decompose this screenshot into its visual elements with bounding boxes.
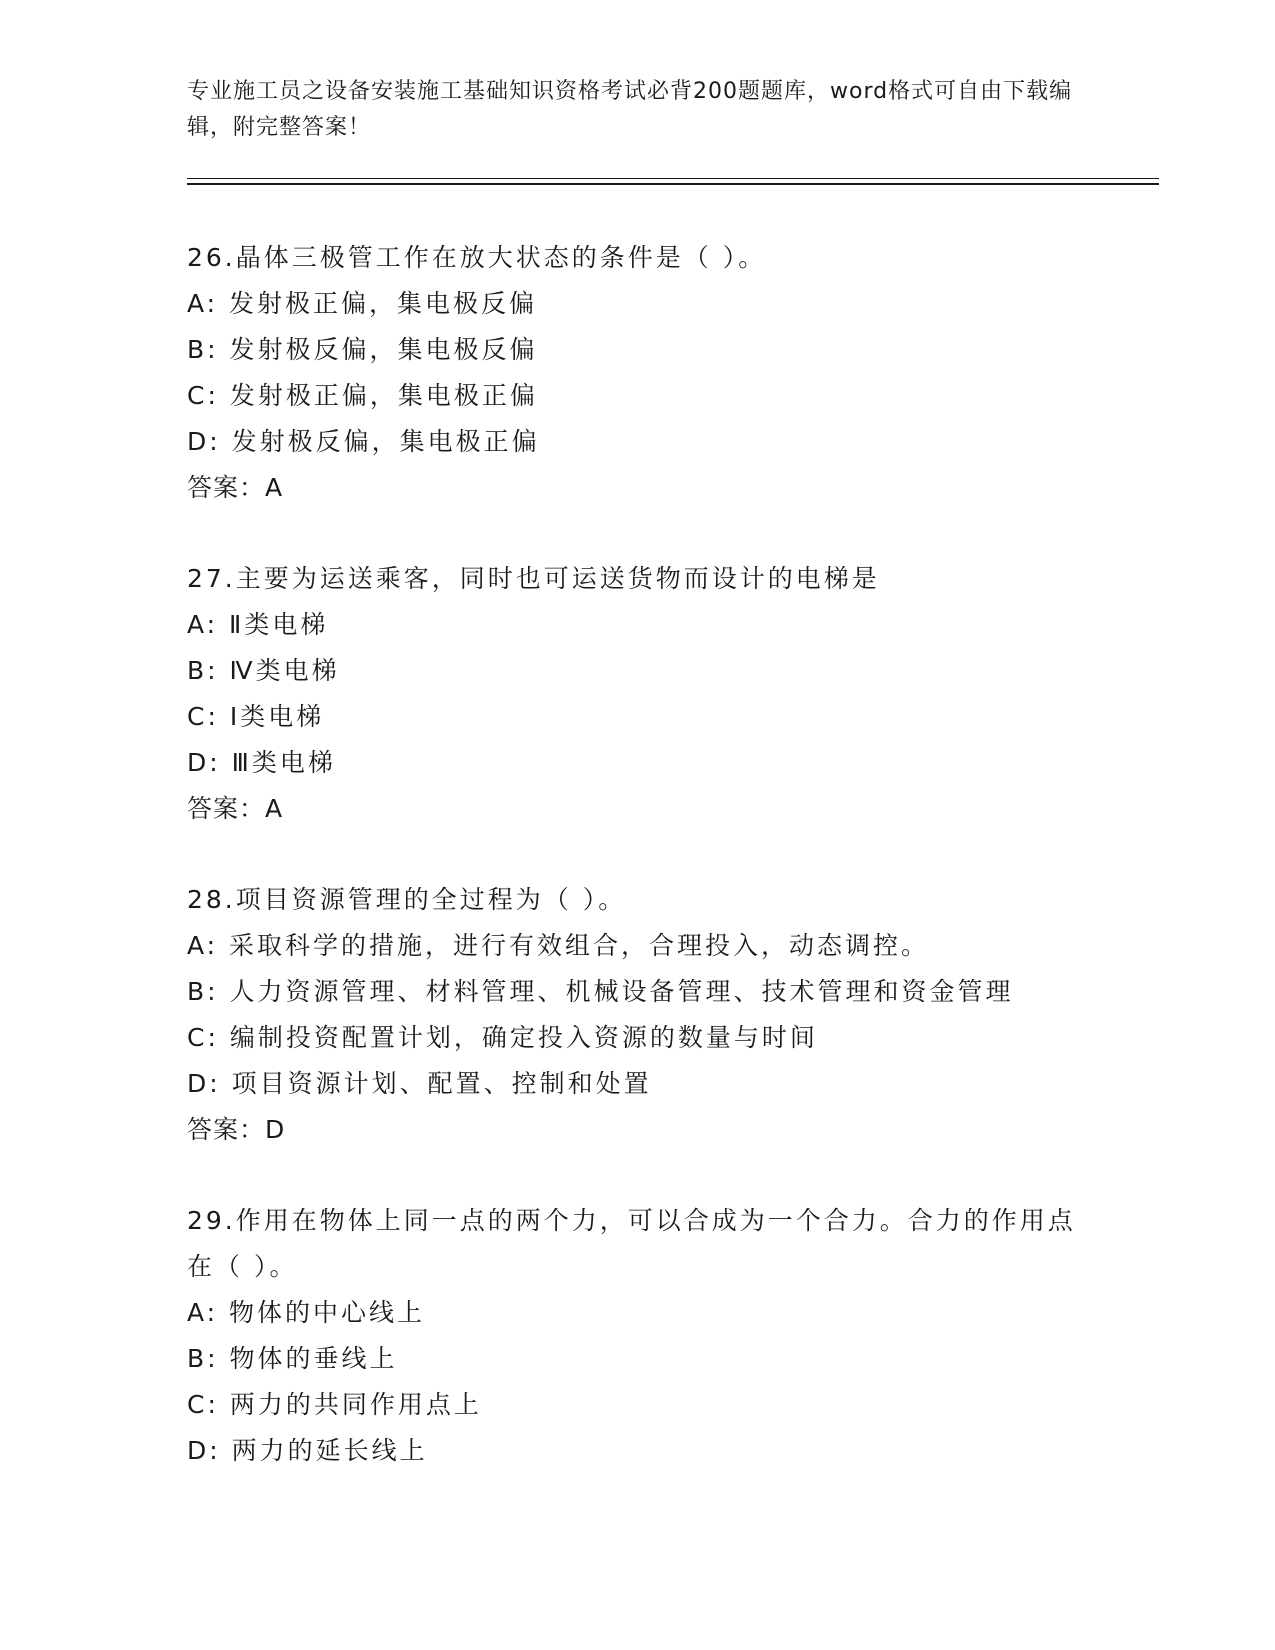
option-d: D: 发射极反偏，集电极正偏 [187, 427, 540, 456]
option-c: C: Ⅰ类电梯 [187, 702, 325, 731]
question-stem: 29.作用在物体上同一点的两个力，可以合成为一个合力。合力的作用点在（ ）。 [187, 1206, 1076, 1281]
option-d: D: 项目资源计划、配置、控制和处置 [187, 1069, 652, 1098]
question-29 [187, 1198, 1107, 1474]
option-c: C: 发射极正偏，集电极正偏 [187, 381, 538, 410]
document-header: 专业施工员之设备安装施工基础知识资格考试必背200题题库，word格式可自由下载编辑，附完整答案！ [187, 79, 1073, 140]
option-d: D: Ⅲ类电梯 [187, 748, 336, 777]
question-28 [187, 877, 1107, 1153]
option-a: A: 采取科学的措施，进行有效组合，合理投入，动态调控。 [187, 931, 930, 960]
option-c: C: 编制投资配置计划，确定投入资源的数量与时间 [187, 1023, 818, 1052]
option-b: B: Ⅳ类电梯 [187, 656, 340, 685]
option-b: B: 人力资源管理、材料管理、机械设备管理、技术管理和资金管理 [187, 977, 1014, 1006]
option-a: A: 物体的中心线上 [187, 1298, 426, 1327]
answer-label: 答案：D [187, 1115, 286, 1144]
option-b: B: 发射极反偏，集电极反偏 [187, 335, 538, 364]
question-list [187, 235, 1107, 1519]
question-stem: 28.项目资源管理的全过程为（ ）。 [187, 885, 627, 914]
answer-label: 答案：A [187, 473, 284, 502]
option-d: D: 两力的延长线上 [187, 1436, 428, 1465]
option-b: B: 物体的垂线上 [187, 1344, 398, 1373]
option-a: A: Ⅱ类电梯 [187, 610, 329, 639]
answer-label: 答案：A [187, 794, 284, 823]
header-divider-thick [187, 183, 1159, 185]
question-27 [187, 556, 1107, 832]
question-stem: 27.主要为运送乘客，同时也可运送货物而设计的电梯是 [187, 564, 880, 593]
option-c: C: 两力的共同作用点上 [187, 1390, 482, 1419]
question-26 [187, 235, 1107, 511]
option-a: A: 发射极正偏，集电极反偏 [187, 289, 538, 318]
question-stem: 26.晶体三极管工作在放大状态的条件是（ ）。 [187, 243, 767, 272]
header-divider-thin [187, 178, 1159, 179]
